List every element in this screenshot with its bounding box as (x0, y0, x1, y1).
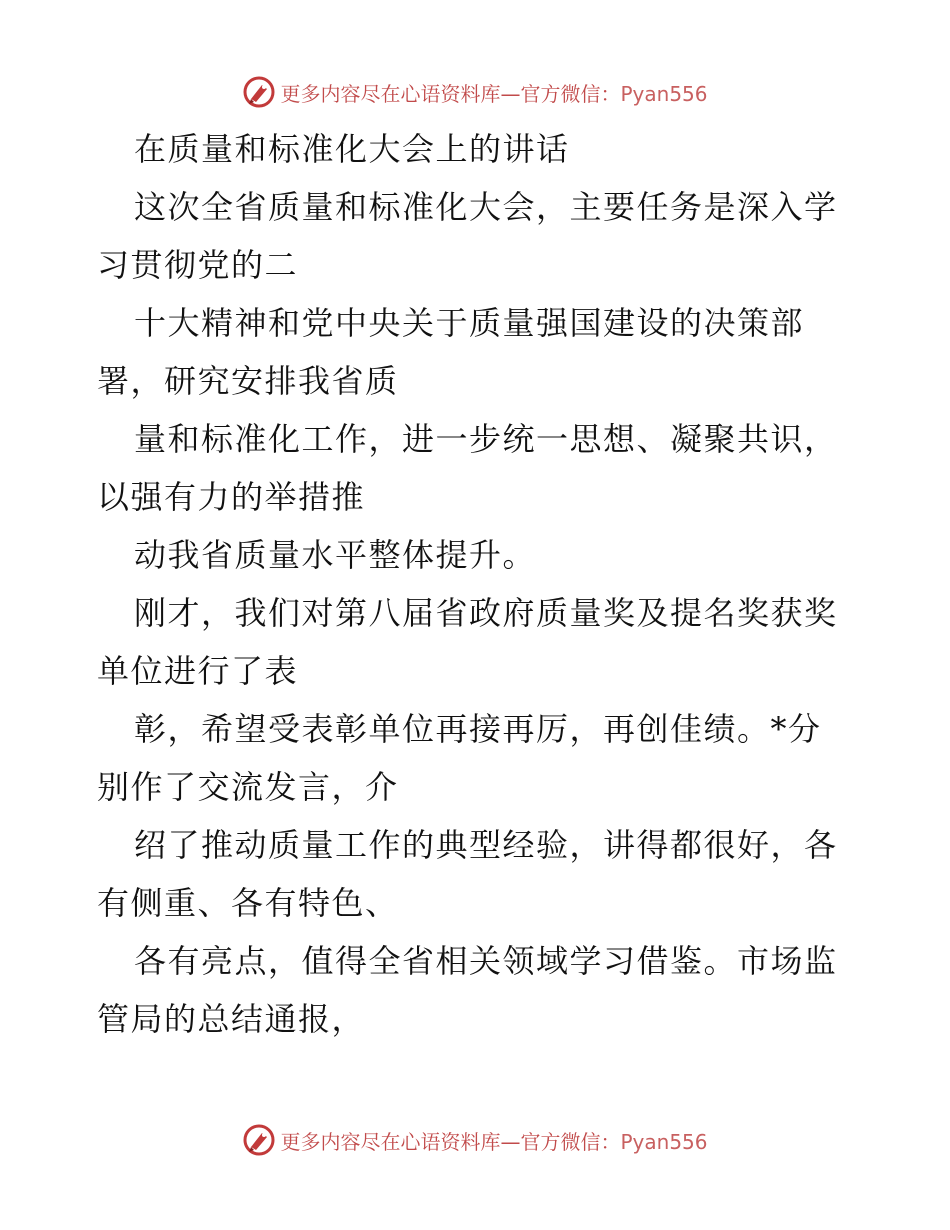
text-line: 习贯彻党的二 (97, 246, 299, 284)
footer-banner-text (280, 1126, 707, 1155)
text-line: 管局的总结通报， (97, 1000, 366, 1038)
text-line: 绍了推动质量工作的典型经验，讲得都很好，各 (134, 826, 838, 864)
text-line: 各有亮点，值得全省相关领域学习借鉴。市场监 (134, 942, 838, 980)
text-line: 署，研究安排我省质 (97, 362, 399, 400)
document-title: 在质量和标准化大会上的讲话 (134, 130, 570, 168)
text-line: 彰，希望受表彰单位再接再厉，再创佳绩。*分 (134, 710, 822, 748)
footer-banner-label: 更多内容尽在心语资料库—官方微信： (280, 1129, 621, 1154)
text-line: 这次全省质量和标准化大会，主要任务是深入学 (134, 188, 838, 226)
text-line: 量和标准化工作，进一步统一思想、凝聚共识， (134, 420, 838, 458)
footer-wechat-id: Pyan556 (620, 1129, 708, 1154)
header-banner-label: 更多内容尽在心语资料库—官方微信： (280, 81, 621, 106)
text-line: 别作了交流发言，介 (97, 768, 399, 806)
text-line: 动我省质量水平整体提升。 (134, 536, 537, 574)
text-line: 以强有力的举措推 (97, 478, 366, 516)
pen-logo-icon (242, 75, 276, 109)
text-line: 刚才，我们对第八届省政府质量奖及提名奖获奖 (134, 594, 838, 632)
header-banner-text (280, 78, 707, 107)
header-wechat-id: Pyan556 (620, 81, 708, 106)
header-banner (0, 72, 950, 112)
text-line: 有侧重、各有特色、 (97, 884, 399, 922)
pen-logo-icon (242, 1123, 276, 1157)
text-line: 单位进行了表 (97, 652, 299, 690)
footer-banner (0, 1120, 950, 1160)
text-line: 十大精神和党中央关于质量强国建设的决策部 (134, 304, 805, 342)
